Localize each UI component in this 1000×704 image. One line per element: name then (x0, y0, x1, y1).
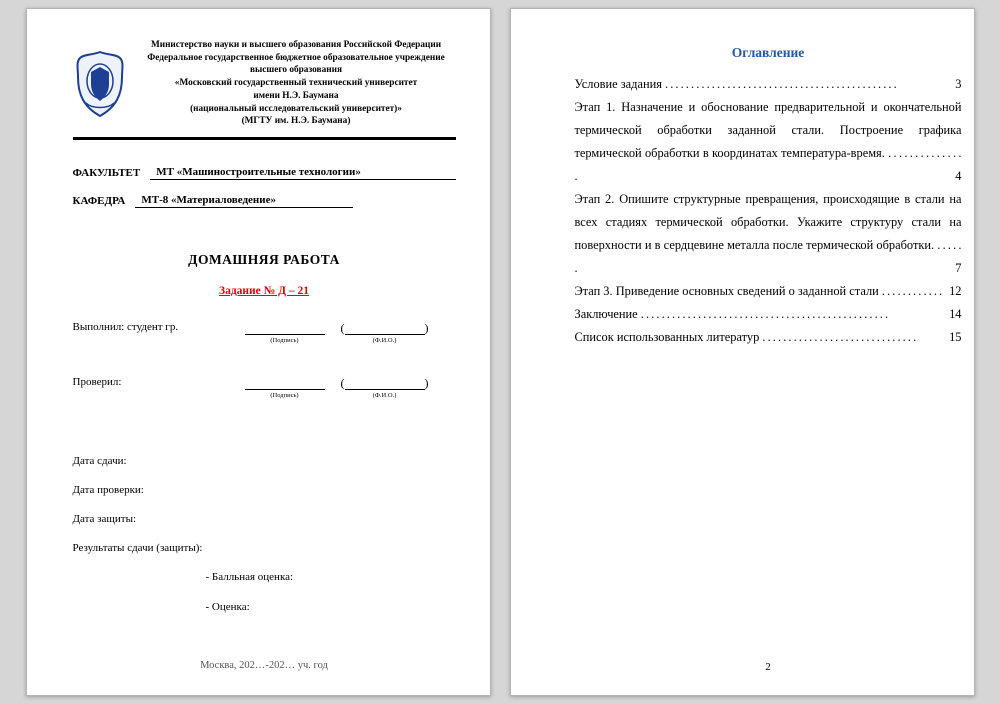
header-line: «Московский государственный технический университет (174, 78, 418, 89)
toc-dot-leader: . . . . . . . . . . . . . . . . . . . . . . . . . . . . . . . . . . . . . . . . . . . . . (665, 77, 897, 91)
toc-entry (575, 188, 962, 280)
city-year-footer: Москва, 202…-202… уч. год (200, 660, 328, 671)
toc-page-number: 4 (949, 165, 961, 188)
header-divider (73, 137, 456, 140)
signature-field (245, 321, 325, 344)
toc-entry (575, 326, 962, 349)
header-line: (национальный исследовательский университет)» (190, 103, 402, 114)
dates-block (73, 455, 456, 631)
results-label: Результаты сдачи (защиты): (72, 541, 203, 554)
checked-by-label: Проверил: (72, 375, 122, 388)
toc-dot-leader: . . . . . . . . . . . . . . . . . . . . . . . . . . . . . . (762, 330, 917, 344)
performed-by-fields (245, 321, 429, 344)
name-blank (341, 376, 429, 390)
toc-entry (575, 96, 962, 188)
grade-label: - Оценка: (205, 600, 250, 613)
signature-line (245, 321, 325, 335)
name-line (345, 321, 425, 335)
toc-entry-text: Этап 1. Назначение и обоснование предварительной и окончательной термической обработки заданной стали. Построение графика термической обработки в координатах температура-время. (574, 100, 962, 160)
toc-entry-text: Условие задания (574, 77, 662, 91)
faculty-row (73, 166, 456, 180)
toc-page-number: 3 (949, 73, 961, 96)
point-score-label: - Балльная оценка: (205, 570, 294, 583)
toc-entry (575, 280, 962, 303)
toc-dot-leader: . . . . . . (574, 238, 962, 275)
name-caption: (Ф.И.О.) (372, 391, 397, 399)
toc-page-number: 14 (943, 303, 961, 326)
score-lines (206, 571, 456, 613)
university-header (73, 39, 456, 128)
header-line: высшего образования (250, 65, 342, 76)
title-page (26, 8, 491, 696)
page-number: 2 (765, 661, 771, 673)
toc-entry-text: Этап 2. Опишите структурные превращения, происходящие в стали на всех стадиях термической обработки. Укажите структуру стали на поверхности и в сердцевине металла после термической обработки. (574, 192, 962, 252)
header-line: Министерство науки и высшего образования Российской Федерации (150, 40, 442, 50)
toc-entry (575, 303, 962, 326)
toc-entry (575, 73, 962, 96)
name-blank (341, 321, 429, 335)
signature-caption: (Подпись) (270, 391, 299, 399)
open-paren: ( (340, 375, 345, 390)
header-line: Федеральное государственное бюджетное образовательное учреждение (147, 52, 445, 63)
department-value: МТ-8 «Материаловедение» (135, 194, 353, 208)
toc-dot-leader: . . . . . . . . . . . . (881, 284, 943, 298)
name-field (341, 321, 429, 344)
open-paren: ( (340, 320, 345, 335)
header-line: имени Н.Э. Баумана (253, 90, 339, 101)
faculty-label: ФАКУЛЬТЕТ (72, 166, 141, 179)
work-title: ДОМАШНЯЯ РАБОТА (188, 251, 340, 267)
toc-page (510, 8, 975, 696)
date-checked-label: Дата проверки: (72, 483, 144, 496)
toc-list (575, 73, 962, 349)
date-submitted-label: Дата сдачи: (72, 454, 127, 467)
university-logo-icon (73, 39, 127, 128)
toc-dot-leader: . . . . . . . . . . . . . . . . . . . . . . . . . . . . . . . . . . . . . . . . . . . . . . . . (640, 307, 889, 321)
department-row (73, 194, 456, 208)
date-defended-label: Дата защиты: (72, 512, 137, 525)
toc-page-number: 12 (943, 280, 961, 303)
faculty-value: МТ «Машиностроительные технологии» (150, 166, 455, 180)
close-paren: ) (424, 320, 429, 335)
university-header-text (137, 39, 456, 128)
signature-blank (245, 321, 325, 335)
signature-field (245, 376, 325, 399)
toc-page-number: 7 (949, 257, 961, 280)
checked-by-row (73, 376, 456, 421)
toc-dot-leader: . . . . . . . . . . . . . . . (574, 146, 962, 183)
name-caption: (Ф.И.О.) (372, 336, 397, 344)
signature-block (73, 321, 456, 421)
close-paren: ) (424, 375, 429, 390)
department-label: КАФЕДРА (72, 194, 126, 207)
assignment-number: Задание № Д – 21 (219, 284, 309, 297)
toc-entry-text: Заключение (574, 307, 638, 321)
signature-line (245, 376, 325, 390)
performed-by-row (73, 321, 456, 366)
toc-entry-text: Список использованных литератур (574, 330, 760, 344)
checked-by-fields (245, 376, 429, 399)
signature-caption: (Подпись) (270, 336, 299, 344)
toc-title: Оглавление (731, 45, 805, 60)
signature-blank (245, 376, 325, 390)
toc-page-number: 15 (943, 326, 961, 349)
name-line (345, 376, 425, 390)
header-line: (МГТУ им. Н.Э. Баумана) (241, 116, 351, 127)
performed-by-label: Выполнил: студент гр. (72, 320, 179, 333)
toc-entry-text: Этап 3. Приведение основных сведений о заданной стали (574, 284, 879, 298)
name-field (341, 376, 429, 399)
